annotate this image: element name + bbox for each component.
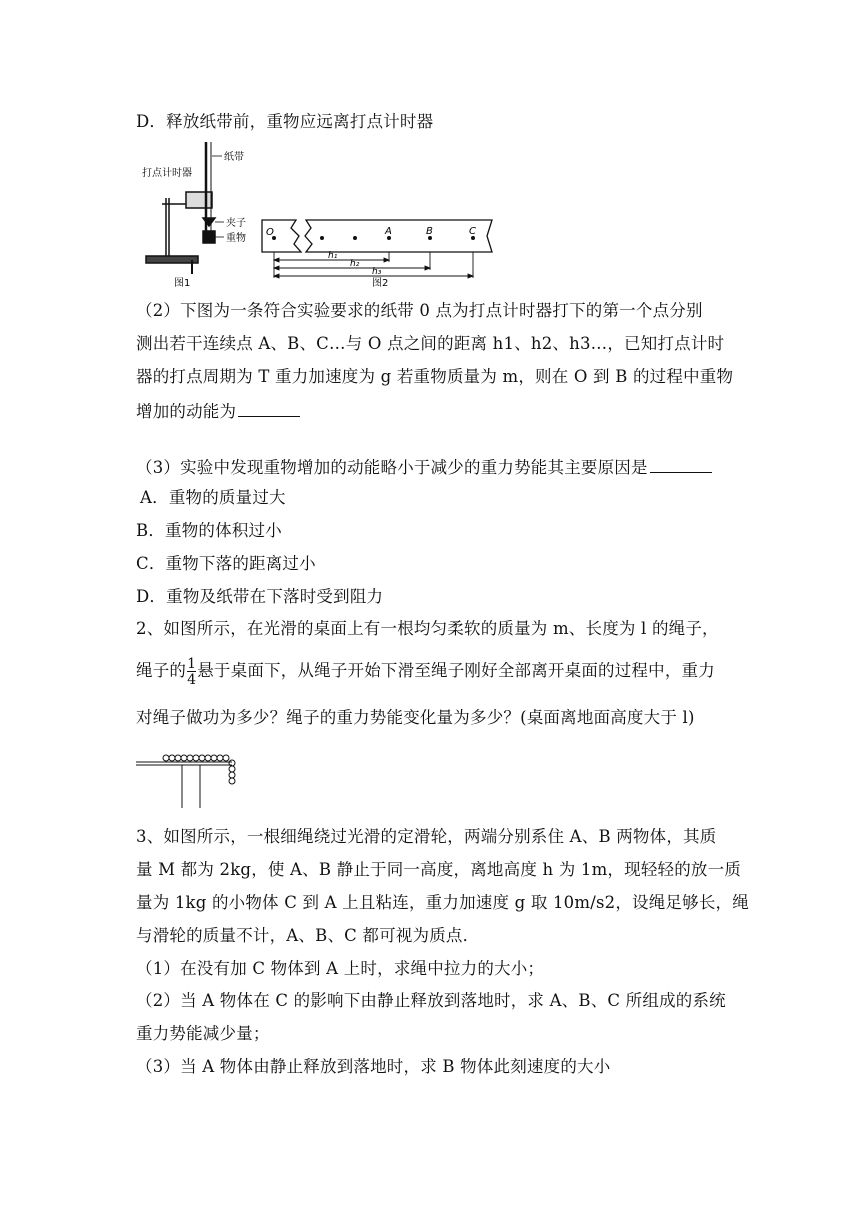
- q2-line-2-suffix: 悬于桌面下，从绳子开始下滑至绳子刚好全部离开桌面的过程中，重力: [197, 661, 715, 680]
- experiment-figure: [136, 138, 496, 288]
- figure2-dots: [272, 236, 475, 240]
- q1-part3-option-c: C．重物下落的距离过小: [136, 554, 316, 573]
- fraction-denominator: 4: [187, 671, 197, 688]
- figure1-leaders: [212, 156, 224, 237]
- tape-point-c: C: [469, 226, 476, 237]
- q1-option-d: D．释放纸带前，重物应远离打点计时器: [136, 112, 434, 131]
- tape-point-o: O: [266, 227, 274, 238]
- figure2-caption: 图2: [372, 278, 389, 288]
- q3-part2-line-1: （2）当 A 物体在 C 的影响下由静止释放到落地时，求 A、B、C 所组成的系统: [136, 991, 726, 1010]
- q1-part2-line-1: （2）下图为一条符合实验要求的纸带 0 点为打点计时器打下的第一个点分别: [136, 301, 703, 320]
- rope-table-figure: [136, 738, 246, 808]
- q1-part2-line-3: 器的打点周期为 T 重力加速度为 g 若重物质量为 m，则在 O 到 B 的过程中重物: [136, 367, 734, 386]
- tape-point-b: B: [426, 226, 433, 237]
- q1-part3-text: （3）实验中发现重物增加的动能略小于减少的重力势能其主要原因是: [136, 458, 648, 477]
- tape-label-h3: h₃: [372, 267, 382, 277]
- figure1-label-tape: 纸带: [224, 152, 244, 163]
- q3-line-3: 量为 1kg 的小物体 C 到 A 上且粘连，重力加速度 g 取 10m/s2，设绳足够长，绳: [136, 893, 749, 912]
- q1-part2-line-4: [136, 400, 300, 422]
- figure2-tape: [262, 220, 492, 252]
- q3-line-2: 量 M 都为 2kg，使 A、B 静止于同一高度，离地高度 h 为 1m，现轻轻的放一质: [136, 860, 742, 879]
- tape-point-a: A: [385, 226, 392, 237]
- q2-line-1: 2、如图所示，在光滑的桌面上有一根均匀柔软的质量为 m、长度为 l 的绳子，: [136, 619, 719, 638]
- figure1-label-weight: 重物: [226, 233, 246, 244]
- q1-part3-question: [136, 456, 712, 478]
- q1-part3-option-b: B．重物的体积过小: [136, 521, 282, 540]
- q3-part2-line-2: 重力势能减少量；: [136, 1024, 270, 1043]
- answer-blank: [650, 456, 712, 473]
- q1-part2-line-2: 测出若干连续点 A、B、C…与 O 点之间的距离 h1、h2、h3…，已知打点计时: [136, 334, 725, 353]
- figure1-label-clamp: 夹子: [226, 218, 246, 229]
- figure1-caption: 图1: [174, 278, 191, 288]
- tape-label-h1: h₁: [328, 251, 338, 261]
- figure1-apparatus: [146, 142, 215, 274]
- q2-line-2-prefix: 绳子的: [136, 661, 187, 680]
- tape-label-h2: h₂: [350, 259, 360, 269]
- q2-line-2: [136, 652, 715, 690]
- quarter-fraction: [187, 657, 196, 687]
- q1-part3-option-d: D．重物及纸带在下落时受到阻力: [136, 587, 384, 606]
- q2-line-3: 对绳子做功为多少？绳子的重力势能变化量为多少？(桌面离地面高度大于 l): [136, 708, 695, 727]
- q3-line-4: 与滑轮的质量不计，A、B、C 都可视为质点．: [136, 926, 480, 945]
- q1-part3-option-a: A．重物的质量过大: [140, 488, 286, 507]
- figure1-label-timer: 打点计时器: [142, 168, 192, 179]
- q3-part3: （3）当 A 物体由静止释放到落地时，求 B 物体此刻速度的大小: [136, 1057, 611, 1076]
- q3-part1: （1）在没有加 C 物体到 A 上时，求绳中拉力的大小；: [136, 959, 545, 978]
- q1-part2-line-4-text: 增加的动能为: [136, 402, 237, 421]
- answer-blank: [238, 400, 300, 417]
- rope-coils: [163, 755, 235, 784]
- q3-line-1: 3、如图所示，一根细绳绕过光滑的定滑轮，两端分别系住 A、B 两物体，其质: [136, 827, 717, 846]
- fraction-numerator: 1: [187, 655, 197, 672]
